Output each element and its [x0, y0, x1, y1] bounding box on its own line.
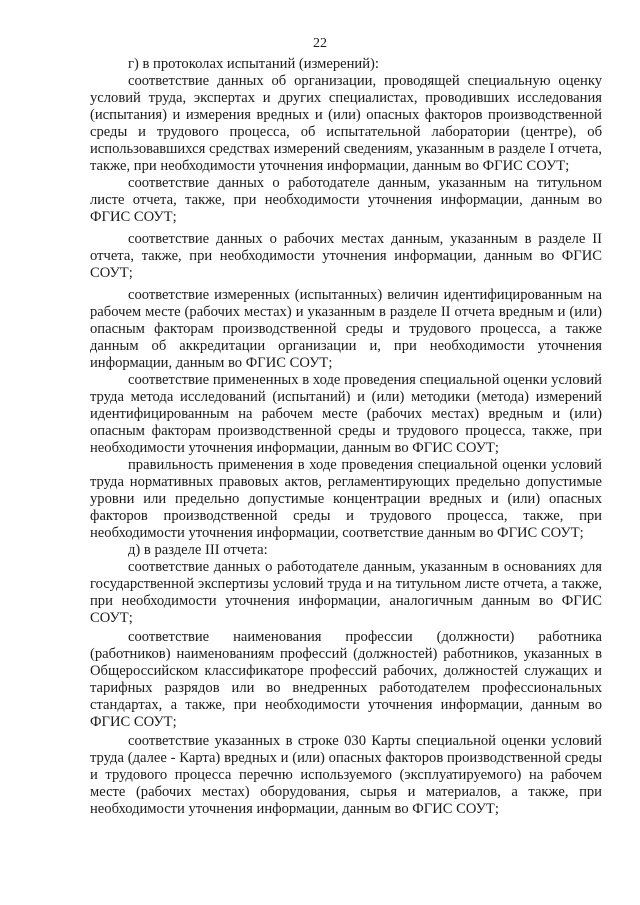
paragraph: соответствие примененных в ходе проведения специальной оценки условий труда метода исследований (испытаний) и (или) методики (метода) измерений идентифицированным на рабочем месте (рабочих местах) вредным и (или) опасным факторам производственной среды и трудового процесса, также, при необходимости уточнения информации, данным во ФГИС СОУТ; [90, 372, 602, 456]
paragraph: соответствие данных об организации, проводящей специальную оценку условий труда, экспертах и других специалистах, проводивших исследования (испытания) и измерения вредных и (или) опасных факторов производственной среды и трудового процесса, об испытательной лаборатории (центре), об использовавшихся средствах измерений сведениям, указанным в разделе I отчета, также, при необходимости уточнения информации, данным во ФГИС СОУТ; [90, 73, 602, 174]
paragraph: правильность применения в ходе проведения специальной оценки условий труда нормативных правовых актов, регламентирующих предельно допустимые уровни или предельно допустимые концентрации вредных и (или) опасных факторов производственной среды и трудового процесса, также, при необходимости уточнения информации, соответствие данным во ФГИС СОУТ; [90, 457, 602, 541]
paragraph: соответствие наименования профессии (должности) работника (работников) наименованиям профессий (должностей) работников, указанных в Общероссийском классификаторе профессий рабочих, должностей служащих и тарифных разрядов или во внедренных работодателем профессиональных стандартах, а также, при необходимости уточнения информации, данным во ФГИС СОУТ; [90, 629, 602, 730]
section-heading-g: г) в протоколах испытаний (измерений): [128, 56, 379, 72]
section-heading-d: д) в разделе III отчета: [128, 542, 268, 558]
paragraph: соответствие данных о работодателе данным, указанным на титульном листе отчета, также, при необходимости уточнения информации, данным во ФГИС СОУТ; [90, 175, 602, 225]
paragraph: соответствие данных о рабочих местах данным, указанным в разделе II отчета, также, при необходимости уточнения информации, данным во ФГИС СОУТ; [90, 231, 602, 281]
page-number: 22 [313, 36, 327, 51]
paragraph: соответствие указанных в строке 030 Карты специальной оценки условий труда (далее - Карта) вредных и (или) опасных факторов производственной среды и трудового процесса перечню используемого (эксплуатируемого) на рабочем месте (рабочих местах) оборудования, сырья и материалов, а также, при необходимости уточнения информации, данным во ФГИС СОУТ; [90, 733, 602, 817]
paragraph: соответствие данных о работодателе данным, указанным в основаниях для государственной экспертизы условий труда и на титульном листе отчета, а также, при необходимости уточнения информации, аналогичным данным во ФГИС СОУТ; [90, 559, 602, 626]
paragraph: соответствие измеренных (испытанных) величин идентифицированным на рабочем месте (рабочих местах) и указанным в разделе II отчета вредным и (или) опасным факторам производственной среды и трудового процесса, а также данным об аккредитации организации и, при необходимости уточнения информации, данным во ФГИС СОУТ; [90, 287, 602, 371]
document-body [90, 56, 602, 818]
